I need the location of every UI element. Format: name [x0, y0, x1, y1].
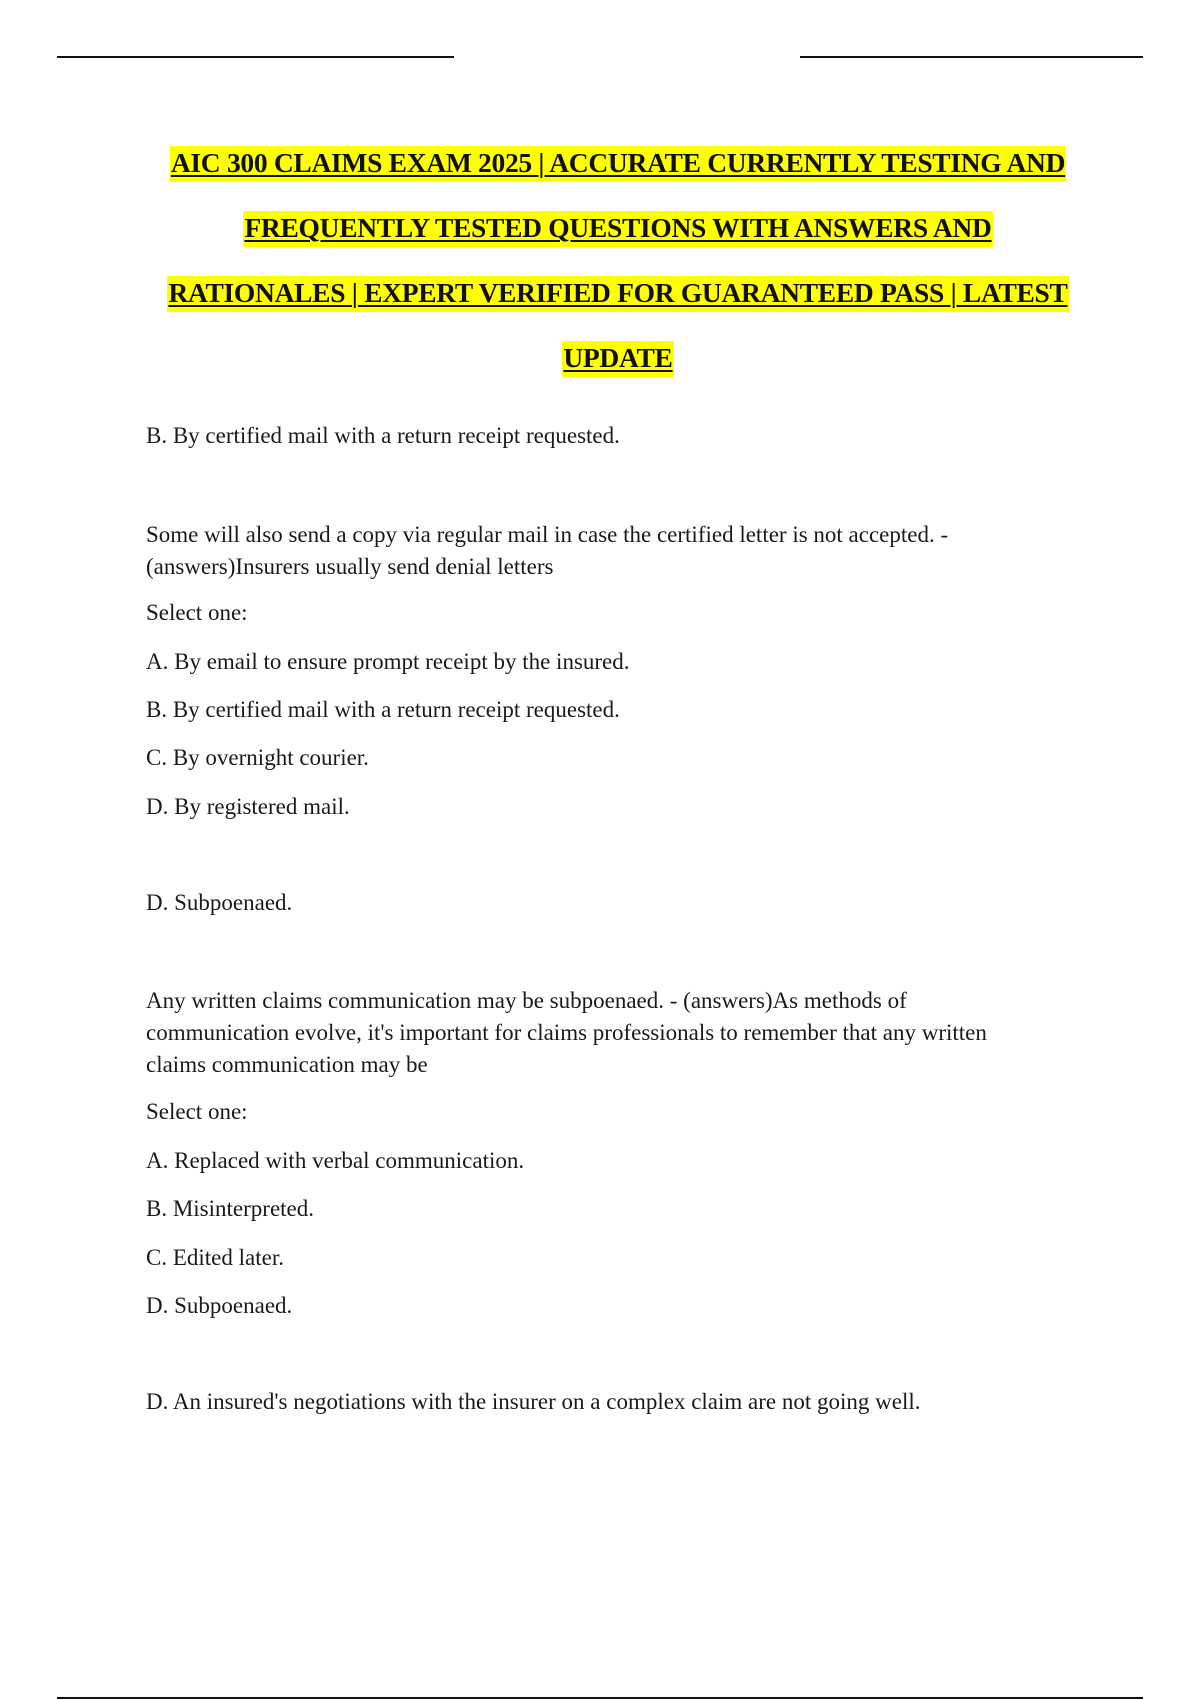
- footer-rule: [57, 1697, 1143, 1699]
- document-title: [120, 140, 1116, 400]
- q1-option-d: D. By registered mail.: [146, 794, 350, 819]
- header-rule-right: [800, 56, 1143, 58]
- title-line: AIC 300 CLAIMS EXAM 2025 | ACCURATE CURRENTLY TESTING AND: [120, 140, 1116, 205]
- q1-answer: B. By certified mail with a return receipt requested.: [146, 423, 620, 448]
- title-line: FREQUENTLY TESTED QUESTIONS WITH ANSWERS AND: [120, 205, 1116, 270]
- q2-option-b: B. Misinterpreted.: [146, 1196, 314, 1221]
- q2-option-c: C. Edited later.: [146, 1245, 284, 1270]
- q2-rationale-question: Any written claims communication may be subpoenaed. - (answers)As methods of communication evolve, it's important for claims professionals to remember that any written claims communication may be: [146, 988, 987, 1077]
- q2-option-a: A. Replaced with verbal communication.: [146, 1148, 525, 1173]
- q3-answer: D. An insured's negotiations with the insurer on a complex claim are not going well.: [146, 1389, 921, 1414]
- q1-option-a: A. By email to ensure prompt receipt by the insured.: [146, 649, 630, 674]
- title-line: RATIONALES | EXPERT VERIFIED FOR GUARANTEED PASS | LATEST: [120, 270, 1116, 335]
- q2-answer: D. Subpoenaed.: [146, 890, 293, 915]
- q2-select-label: Select one:: [146, 1099, 248, 1124]
- header-rule-left: [57, 56, 454, 58]
- title-line: UPDATE: [120, 335, 1116, 400]
- q1-option-c: C. By overnight courier.: [146, 745, 369, 770]
- q1-rationale-question: Some will also send a copy via regular mail in case the certified letter is not accepted. - (answers)Insurers usually send denial letters: [146, 522, 949, 579]
- q1-option-b: B. By certified mail with a return receipt requested.: [146, 697, 620, 722]
- q2-option-d: D. Subpoenaed.: [146, 1293, 293, 1318]
- q1-select-label: Select one:: [146, 600, 248, 625]
